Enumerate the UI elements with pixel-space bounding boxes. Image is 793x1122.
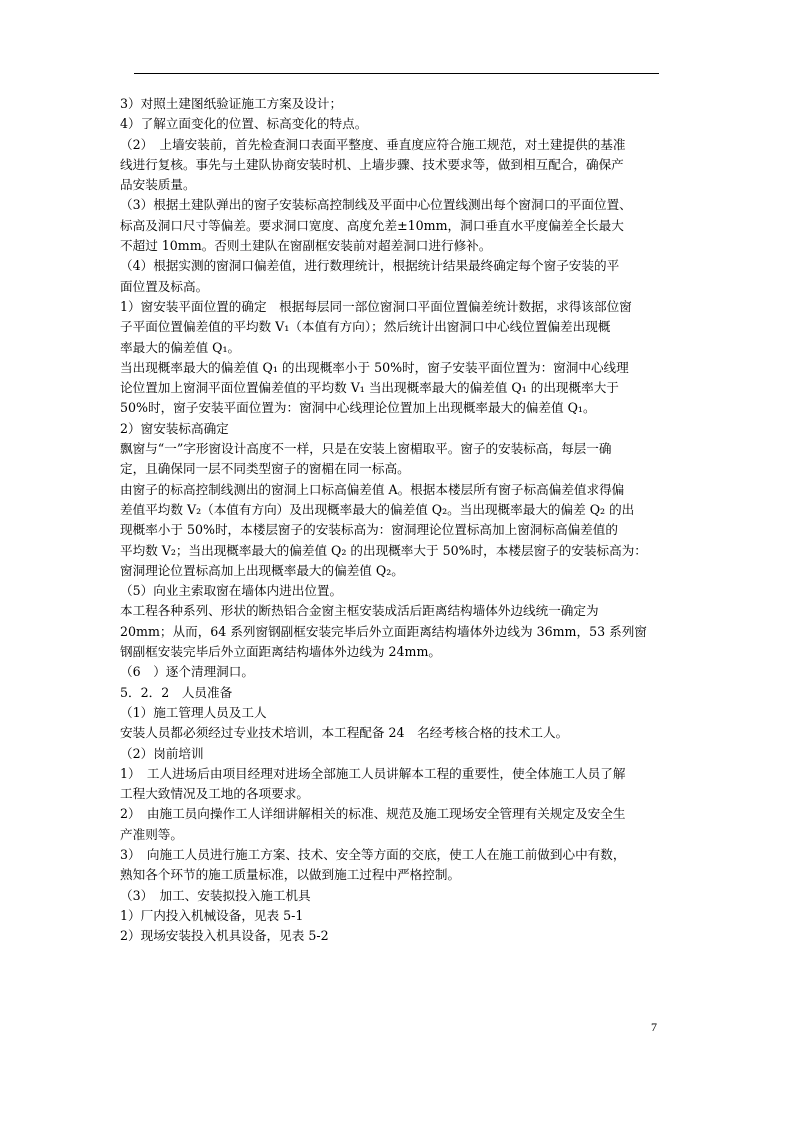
text-line: 4）了解立面变化的位置、标高变化的特点。 (120, 116, 368, 132)
text-line: 1）厂内投入机械设备，见表 5-1 (120, 907, 304, 923)
page-number: 7 (651, 1020, 657, 1034)
text-line: 本工程各种系列、形状的断热铝合金窗主框安装成活后距离结构墙体外边线统一确定为 (120, 603, 599, 619)
text-line: 窗洞理论位置标高加上出现概率最大的偏差值 Q₂。 (120, 562, 404, 578)
text-line: 产准则等。 (120, 826, 183, 842)
text-line: （6 ）逐个清理洞口。 (120, 664, 254, 680)
text-line: 5．2．2 人员准备 (120, 684, 233, 700)
paragraph (120, 419, 675, 439)
text-line: 2） 由施工员向操作工人详细讲解相关的标准、规范及施工现场安全管理有关规定及安全生 (120, 806, 626, 822)
paragraph (120, 480, 675, 581)
paragraph (120, 135, 675, 196)
text-line: 面位置及标高。 (120, 278, 209, 294)
paragraph (120, 581, 675, 601)
text-line: （2） 上墙安装前，首先检查洞口表面平整度、垂直度应符合施工规范，对土建提供的基准 (120, 136, 626, 152)
paragraph (120, 683, 675, 703)
text-line: 现概率小于 50%时，本楼层窗子的安装标高为：窗洞理论位置标高加上窗洞标高偏差值的 (120, 522, 618, 538)
text-line: 工程大致情况及工地的各项要求。 (120, 786, 309, 802)
text-line: 20mm；从而，64 系列窗钢副框安装完毕后外立面距离结构墙体外边线为 36mm，53 系列窗 (120, 623, 647, 639)
paragraph (120, 195, 675, 256)
document-body (120, 94, 675, 946)
paragraph (120, 723, 675, 743)
text-line: 由窗子的标高控制线测出的窗洞上口标高偏差值 A。根据本楼层所有窗子标高偏差值求得偏 (120, 481, 625, 497)
text-line: 论位置加上窗洞平面位置偏差值的平均数 V₁ 当出现概率最大的偏差值 Q₁ 的出现概率大于 (120, 380, 619, 396)
text-line: 定，且确保同一层不同类型窗子的窗楣在同一标高。 (120, 461, 410, 477)
paragraph (120, 804, 675, 845)
paragraph (120, 256, 675, 297)
text-line: 3） 向施工人员进行施工方案、技术、安全等方面的交底，使工人在施工前做到心中有数， (120, 846, 626, 862)
text-line: 品安装质量。 (120, 177, 196, 193)
paragraph (120, 439, 675, 480)
text-line: 3）对照土建图纸验证施工方案及设计； (120, 96, 343, 111)
text-line: 2）窗安装标高确定 (120, 420, 229, 436)
text-line: 1）窗安装平面位置的确定 根据每层同一部位窗洞口平面位置偏差统计数据，求得该部位窗 (120, 298, 632, 314)
text-line: （2）岗前培训 (120, 745, 204, 761)
text-line: （3） 加工、安装拟投入施工机具 (120, 887, 311, 903)
paragraph (120, 926, 675, 946)
paragraph (120, 906, 675, 926)
text-line: 钢副框安装完毕后外立面距离结构墙体外边线为 24mm。 (120, 644, 441, 660)
text-line: 线进行复核。事先与土建队协商安装时机、上墙步骤、技术要求等，做到相互配合，确保产 (120, 156, 624, 172)
text-line: （5）向业主索取窗在墙体内进出位置。 (120, 583, 343, 599)
paragraph (120, 114, 675, 134)
text-line: 1） 工人进场后由项目经理对进场全部施工人员讲解本工程的重要性，使全体施工人员了解 (120, 765, 626, 781)
text-line: 差值平均数 V₂（本值有方向）及出现概率最大的偏差值 Q₂。当出现概率最大的偏差 Q₂ 的出 (120, 501, 635, 517)
paragraph (120, 764, 675, 805)
paragraph (120, 94, 675, 114)
text-line: 平均数 V₂；当出现概率最大的偏差值 Q₂ 的出现概率大于 50%时，本楼层窗子的安装标高为： (120, 542, 647, 558)
text-line: 当出现概率最大的偏差值 Q₁ 的出现概率小于 50%时，窗子安装平面位置为：窗洞中心线理 (120, 359, 629, 375)
paragraph (120, 297, 675, 358)
text-line: （3）根据土建队弹出的窗子安装标高控制线及平面中心位置线测出每个窗洞口的平面位置、 (120, 197, 632, 213)
text-line: （1）施工管理人员及工人 (120, 704, 267, 720)
text-line: 飘窗与“一”字形窗设计高度不一样，只是在安装上窗楣取平。窗子的安装标高，每层一确 (120, 441, 612, 457)
text-line: （4）根据实测的窗洞口偏差值，进行数理统计，根据统计结果最终确定每个窗子安装的平 (120, 258, 620, 274)
paragraph (120, 886, 675, 906)
header-rule (134, 73, 659, 74)
text-line: 不超过 10mm。否则土建队在窗副框安装前对超差洞口进行修补。 (120, 238, 492, 254)
paragraph (120, 358, 675, 419)
paragraph (120, 703, 675, 723)
text-line: 子平面位置偏差值的平均数 V₁（本值有方向）；然后统计出窗洞口中心线位置偏差出现概 (120, 319, 611, 335)
text-line: 50%时，窗子安装平面位置为：窗洞中心线理论位置加上出现概率最大的偏差值 Q₁。 (120, 400, 596, 416)
text-line: 率最大的偏差值 Q₁。 (120, 339, 241, 355)
text-line: 熟知各个环节的施工质量标准，以做到施工过程中严格控制。 (120, 867, 461, 883)
text-line: 标高及洞口尺寸等偏差。要求洞口宽度、高度允差±10mm，洞口垂直水平度偏差全长最大 (120, 217, 624, 233)
paragraph (120, 601, 675, 662)
text-line: 2）现场安装投入机具设备，见表 5-2 (120, 928, 329, 944)
paragraph (120, 744, 675, 764)
text-line: 安装人员都必须经过专业技术培训，本工程配备 24 名经考核合格的技术工人。 (120, 725, 569, 741)
paragraph (120, 662, 675, 682)
paragraph (120, 845, 675, 886)
